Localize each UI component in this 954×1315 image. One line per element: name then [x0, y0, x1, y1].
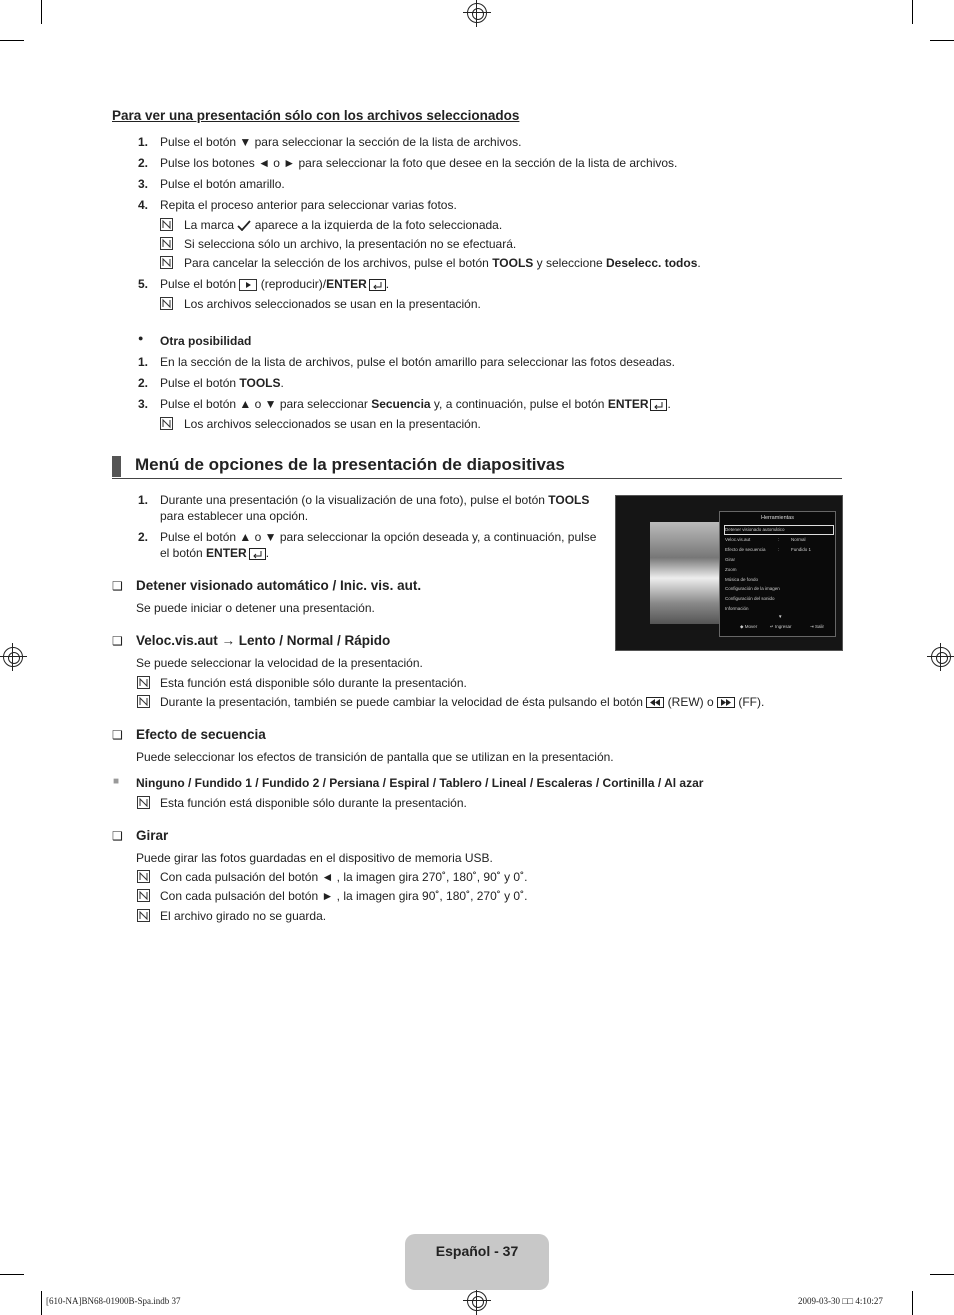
note-icon — [137, 676, 150, 689]
enter-icon — [650, 399, 667, 411]
note-text: La marca aparece a la izquierda de la foto seleccionada. — [184, 218, 503, 232]
note-text: Esta función está disponible sólo durante la presentación. — [160, 676, 467, 690]
note-icon — [160, 256, 173, 269]
checkbox-marker: ❑ — [112, 728, 123, 742]
step-number: 2. — [137, 376, 148, 390]
menu-value: Fundido 1 — [791, 547, 812, 552]
menu-item: Detener visionado automático — [725, 527, 785, 532]
step-number: 3. — [137, 397, 148, 411]
step-number: 2. — [137, 530, 148, 544]
crop-mark — [930, 40, 954, 41]
step-number: 1. — [137, 135, 148, 149]
checkbox-marker: ❑ — [112, 634, 123, 648]
step-number: 2. — [137, 156, 148, 170]
play-icon — [239, 279, 257, 291]
option-title: Veloc.vis.aut → Lento / Normal / Rápido — [136, 633, 391, 648]
note-text: Con cada pulsación del botón ► , la imagen gira 90˚, 180˚, 270˚ y 0˚. — [160, 889, 528, 903]
menu-item: Configuración del sonido — [725, 596, 775, 601]
print-date: 2009-03-30 □□ 4:10:27 — [798, 1296, 883, 1306]
section-marker — [112, 456, 121, 477]
registration-mark-icon — [931, 647, 951, 667]
step-text: En la sección de la lista de archivos, pulse el botón amarillo para seleccionar las fotos deseadas. — [160, 355, 675, 369]
menu-colon: : — [778, 547, 780, 552]
checkbox-marker: ❑ — [112, 829, 123, 843]
step-text: Pulse el botón ▼ para seleccionar la sección de la lista de archivos. — [160, 135, 522, 149]
page-number-box — [405, 1234, 549, 1290]
checkbox-marker: ❑ — [112, 579, 123, 593]
note-icon — [137, 796, 150, 809]
step-text: Repita el proceso anterior para seleccionar varias fotos. — [160, 198, 457, 212]
option-title: Detener visionado automático / Inic. vis. aut. — [136, 578, 422, 593]
note-icon — [160, 297, 173, 310]
note-icon — [137, 870, 150, 883]
section-heading: Para ver una presentación sólo con los archivos seleccionados — [112, 108, 520, 123]
option-title: Girar — [136, 828, 169, 843]
step-text: Pulse el botón amarillo. — [160, 177, 285, 191]
step-text: Pulse los botones ◄ o ► para seleccionar la foto que desee en la sección de la lista de archivos. — [160, 156, 678, 170]
crop-mark — [912, 1291, 913, 1315]
note-text: Con cada pulsación del botón ◄ , la imagen gira 270˚, 180˚, 90˚ y 0˚. — [160, 870, 528, 884]
tv-screen-image — [615, 495, 843, 651]
step-number: 4. — [137, 198, 148, 212]
enter-icon — [369, 279, 386, 291]
note-text: Esta función está disponible sólo durante la presentación. — [160, 796, 467, 810]
menu-item: Efecto de secuencia — [725, 547, 766, 552]
menu-item: Música de fondo — [725, 577, 759, 582]
step-text: Pulse el botón (reproducir)/ENTER . — [160, 277, 390, 291]
option-desc: Se puede iniciar o detener una presentación. — [136, 601, 375, 615]
fast-forward-icon — [717, 697, 735, 708]
registration-mark-icon — [3, 647, 23, 667]
note-icon — [160, 218, 173, 231]
photo-thumbnail — [650, 522, 722, 624]
checkmark-icon — [237, 220, 251, 231]
square-bullet: ■ — [113, 776, 120, 787]
step-number: 3. — [137, 177, 148, 191]
note-text: El archivo girado no se guarda. — [160, 909, 327, 923]
step-text: Pulse el botón ▲ o ▼ para seleccionar la opción deseada y, a continuación, pulse — [160, 530, 597, 544]
menu-title: Herramientas — [760, 515, 794, 521]
menu-item: Veloc.vis.aut — [725, 537, 751, 542]
menu-footer: ↵ Ingresar — [770, 624, 792, 629]
crop-mark — [0, 40, 24, 41]
enter-icon — [249, 548, 266, 560]
note-icon — [160, 417, 173, 430]
menu-value: Normal — [791, 537, 806, 542]
step-text: el botón ENTER . — [160, 546, 270, 560]
menu-item: Girar — [725, 557, 735, 562]
menu-colon: : — [778, 537, 780, 542]
step-text: Pulse el botón TOOLS. — [160, 376, 284, 390]
registration-mark-icon — [467, 3, 487, 23]
menu-item: Configuración de la imagen — [725, 586, 780, 591]
step-text: Pulse el botón ▲ o ▼ para seleccionar Secuencia y, a continuación, pulse el botón ENTER . — [160, 397, 671, 411]
page-number: Español - 37 — [435, 1243, 519, 1259]
step-text: Durante una presentación (o la visualización de una foto), pulse el botón TOOLS — [160, 493, 590, 507]
crop-mark — [41, 0, 42, 24]
rewind-icon — [646, 697, 664, 708]
option-desc: Se puede seleccionar la velocidad de la presentación. — [136, 656, 423, 670]
note-icon — [137, 889, 150, 902]
menu-footer: ◆ Mover — [740, 624, 758, 629]
option-title: Efecto de secuencia — [136, 727, 266, 742]
note-icon — [137, 909, 150, 922]
down-arrow-icon: ▼ — [778, 614, 783, 619]
note-text: Los archivos seleccionados se usan en la presentación. — [184, 417, 481, 431]
crop-mark — [0, 1274, 24, 1275]
registration-mark-icon — [467, 1291, 487, 1311]
note-icon — [160, 237, 173, 250]
section-title: Menú de opciones de la presentación de diapositivas — [135, 455, 565, 474]
step-number: 1. — [137, 355, 148, 369]
file-info: [610-NA]BN68-01900B-Spa.indb 37 — [46, 1296, 181, 1306]
crop-mark — [930, 1274, 954, 1275]
note-text: Durante la presentación, también se puede cambiar la velocidad de ésta pulsando el botón (REW) o (FF). — [160, 695, 765, 709]
step-number: 1. — [137, 493, 148, 507]
note-text: Si selecciona sólo un archivo, la presentación no se efectuará. — [184, 237, 517, 251]
note-icon — [137, 695, 150, 708]
note-text: Para cancelar la selección de los archivos, pulse el botón TOOLS y seleccione Deselecc. todos. — [184, 256, 701, 270]
step-text: para establecer una opción. — [160, 509, 309, 523]
crop-mark — [41, 1291, 42, 1315]
menu-footer: ⇥ Salir — [810, 624, 825, 629]
menu-item: Zoom — [725, 567, 737, 572]
subsection-label: Otra posibilidad — [160, 334, 252, 348]
crop-mark — [912, 0, 913, 24]
bullet: ● — [138, 333, 144, 343]
effects-list: Ninguno / Fundido 1 / Fundido 2 / Persiana / Espiral / Tablero / Lineal / Escaleras / Cortinilla / Al azar — [136, 776, 704, 790]
option-desc: Puede girar las fotos guardadas en el dispositivo de memoria USB. — [136, 851, 493, 865]
note-text: Los archivos seleccionados se usan en la presentación. — [184, 297, 481, 311]
section-rule — [112, 478, 842, 479]
step-number: 5. — [137, 277, 148, 291]
menu-item: Información — [725, 606, 749, 611]
option-desc: Puede seleccionar los efectos de transición de pantalla que se utilizan en la presentación. — [136, 750, 614, 764]
tools-menu — [719, 511, 836, 637]
